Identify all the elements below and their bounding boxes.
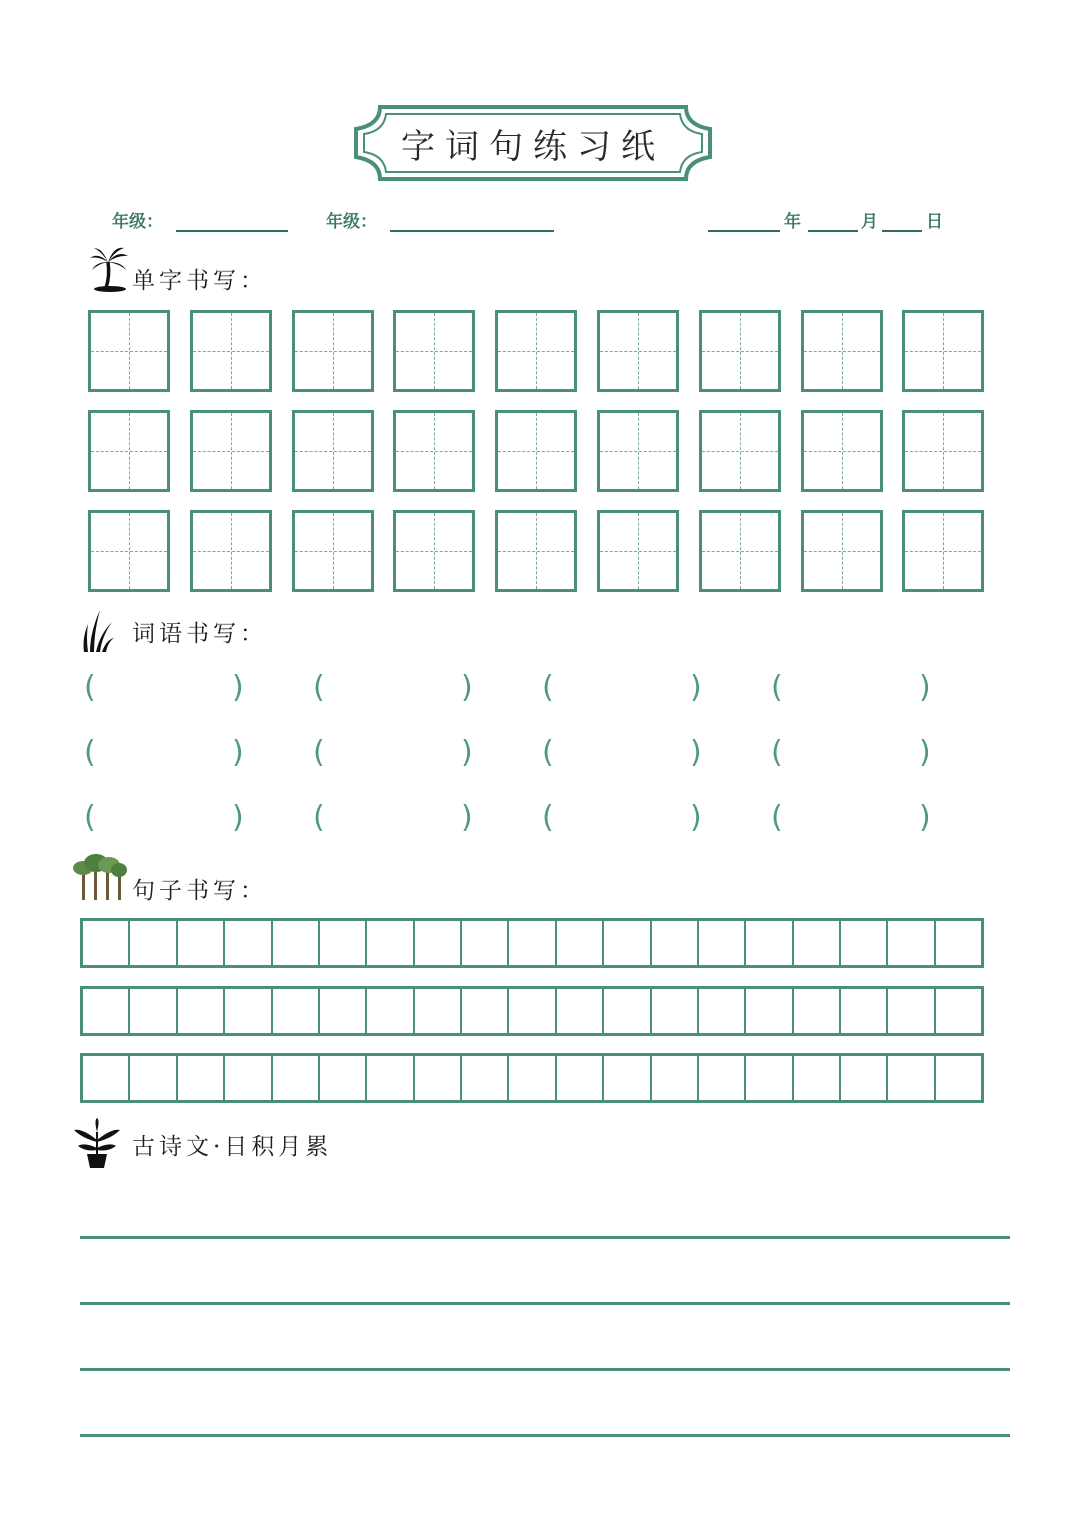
char-cell[interactable] [292,310,374,392]
sentence-cell[interactable] [320,921,367,965]
word-slot[interactable] [560,674,688,710]
sentence-cell[interactable] [841,989,888,1033]
word-slot[interactable] [789,674,917,710]
sentence-cell[interactable] [699,989,746,1033]
sentence-cell[interactable] [178,989,225,1033]
sentence-cell[interactable] [888,1056,935,1100]
month-line[interactable] [808,230,858,232]
char-cell[interactable] [393,510,475,592]
sentence-cell[interactable] [557,921,604,965]
sentence-cell[interactable] [462,921,509,965]
month-label: 月 [861,212,878,232]
poetry-title: 古诗文·日积月累 [132,1134,333,1160]
word-close-paren: ) [919,800,931,835]
word-slot[interactable] [789,739,917,775]
poetry-line[interactable] [80,1368,1010,1371]
sentence-row [80,1053,984,1103]
word-close-paren: ) [461,670,473,705]
sentence-cell[interactable] [652,989,699,1033]
sentence-cell[interactable] [130,989,177,1033]
word-close-paren: ) [690,670,702,705]
char-cell[interactable] [699,410,781,492]
word-open-paren: ( [84,670,96,705]
char-cell[interactable] [292,410,374,492]
sentence-cell[interactable] [746,989,793,1033]
char-cell[interactable] [292,510,374,592]
char-cell[interactable] [495,310,577,392]
poetry-line[interactable] [80,1236,1010,1239]
sentence-cell[interactable] [462,1056,509,1100]
sentence-cell[interactable] [604,989,651,1033]
sentence-cell[interactable] [367,989,414,1033]
char-cell[interactable] [393,310,475,392]
sentence-cell[interactable] [699,921,746,965]
sentence-cell[interactable] [936,989,981,1033]
sentence-cell[interactable] [225,1056,272,1100]
trees-icon [72,852,128,902]
word-slot[interactable] [331,804,459,840]
word-open-paren: ( [313,735,325,770]
word-slot[interactable] [331,674,459,710]
sentence-cell[interactable] [83,989,130,1033]
field2-label: 年级： [326,212,377,232]
sentence-cell[interactable] [841,921,888,965]
sentence-cell[interactable] [225,989,272,1033]
word-open-paren: ( [771,735,783,770]
field1-label: 年级： [112,212,163,232]
potted-plant-icon [72,1118,122,1170]
char-cell[interactable] [801,310,883,392]
word-open-paren: ( [771,670,783,705]
sentence-cell[interactable] [652,1056,699,1100]
page-title: 字词句练习纸 [401,126,665,167]
sentence-cell[interactable] [557,989,604,1033]
sentence-cell[interactable] [178,921,225,965]
field2-line[interactable] [390,230,554,232]
char-cell[interactable] [902,510,984,592]
sentence-cell[interactable] [320,989,367,1033]
word-open-paren: ( [313,670,325,705]
char-cell[interactable] [597,510,679,592]
char-cell[interactable] [902,310,984,392]
sentence-row [80,986,984,1036]
char-cell[interactable] [597,310,679,392]
char-cell[interactable] [190,510,272,592]
sentence-cell[interactable] [178,1056,225,1100]
sentence-cell[interactable] [273,989,320,1033]
sentence-cell[interactable] [509,989,556,1033]
word-close-paren: ) [690,800,702,835]
sentence-row [80,918,984,968]
sentence-cell[interactable] [841,1056,888,1100]
word-open-paren: ( [542,735,554,770]
word-close-paren: ) [919,735,931,770]
sentence-cell[interactable] [415,921,462,965]
char-cell[interactable] [495,510,577,592]
char-cell[interactable] [88,310,170,392]
word-open-paren: ( [313,800,325,835]
word-open-paren: ( [84,735,96,770]
sentence-cell[interactable] [509,921,556,965]
char-cell[interactable] [902,410,984,492]
sentence-cell[interactable] [130,1056,177,1100]
year-line[interactable] [708,230,780,232]
single-char-title: 单字书写： [132,268,267,294]
sentence-cell[interactable] [273,921,320,965]
sentence-cell[interactable] [367,921,414,965]
sentence-cell[interactable] [83,1056,130,1100]
char-cell[interactable] [801,410,883,492]
word-slot[interactable] [560,804,688,840]
char-cell[interactable] [699,510,781,592]
sentence-cell[interactable] [652,921,699,965]
word-slot[interactable] [331,739,459,775]
sentence-cell[interactable] [936,921,981,965]
word-close-paren: ) [919,670,931,705]
word-open-paren: ( [542,800,554,835]
word-close-paren: ) [232,670,244,705]
char-cell[interactable] [801,510,883,592]
sentence-cell[interactable] [367,1056,414,1100]
sentence-cell[interactable] [746,1056,793,1100]
field1-line[interactable] [176,230,288,232]
word-open-paren: ( [542,670,554,705]
char-cell[interactable] [495,410,577,492]
day-line[interactable] [882,230,922,232]
word-slot[interactable] [560,739,688,775]
sentence-cell[interactable] [936,1056,981,1100]
sentence-cell[interactable] [604,1056,651,1100]
word-close-paren: ) [461,800,473,835]
word-open-paren: ( [84,800,96,835]
sentence-cell[interactable] [888,989,935,1033]
poetry-line[interactable] [80,1302,1010,1305]
sentence-cell[interactable] [509,1056,556,1100]
sentence-cell[interactable] [415,989,462,1033]
word-close-paren: ) [461,735,473,770]
char-cell[interactable] [597,410,679,492]
sentence-cell[interactable] [320,1056,367,1100]
word-open-paren: ( [771,800,783,835]
day-label: 日 [926,212,943,232]
grass-icon [80,608,114,654]
sentence-cell[interactable] [462,989,509,1033]
char-cell[interactable] [393,410,475,492]
sentence-cell[interactable] [888,921,935,965]
word-slot[interactable] [789,804,917,840]
word-close-paren: ) [232,800,244,835]
sentence-cell[interactable] [794,989,841,1033]
sentence-cell[interactable] [746,921,793,965]
sentence-cell[interactable] [604,921,651,965]
word-slot[interactable] [102,739,230,775]
palm-tree-icon [88,246,130,292]
char-cell[interactable] [190,410,272,492]
sentence-cell[interactable] [273,1056,320,1100]
year-label: 年 [784,212,801,232]
sentence-cell[interactable] [415,1056,462,1100]
word-slot[interactable] [102,674,230,710]
sentence-cell[interactable] [794,921,841,965]
sentence-cell[interactable] [83,921,130,965]
words-title: 词语书写： [132,621,267,647]
char-cell[interactable] [88,510,170,592]
sentences-title: 句子书写： [132,878,267,904]
char-cell[interactable] [88,410,170,492]
sentence-cell[interactable] [557,1056,604,1100]
char-cell[interactable] [699,310,781,392]
word-close-paren: ) [232,735,244,770]
sentence-cell[interactable] [794,1056,841,1100]
poetry-line[interactable] [80,1434,1010,1437]
sentence-cell[interactable] [130,921,177,965]
word-close-paren: ) [690,735,702,770]
word-slot[interactable] [102,804,230,840]
sentence-cell[interactable] [225,921,272,965]
char-cell[interactable] [190,310,272,392]
sentence-cell[interactable] [699,1056,746,1100]
